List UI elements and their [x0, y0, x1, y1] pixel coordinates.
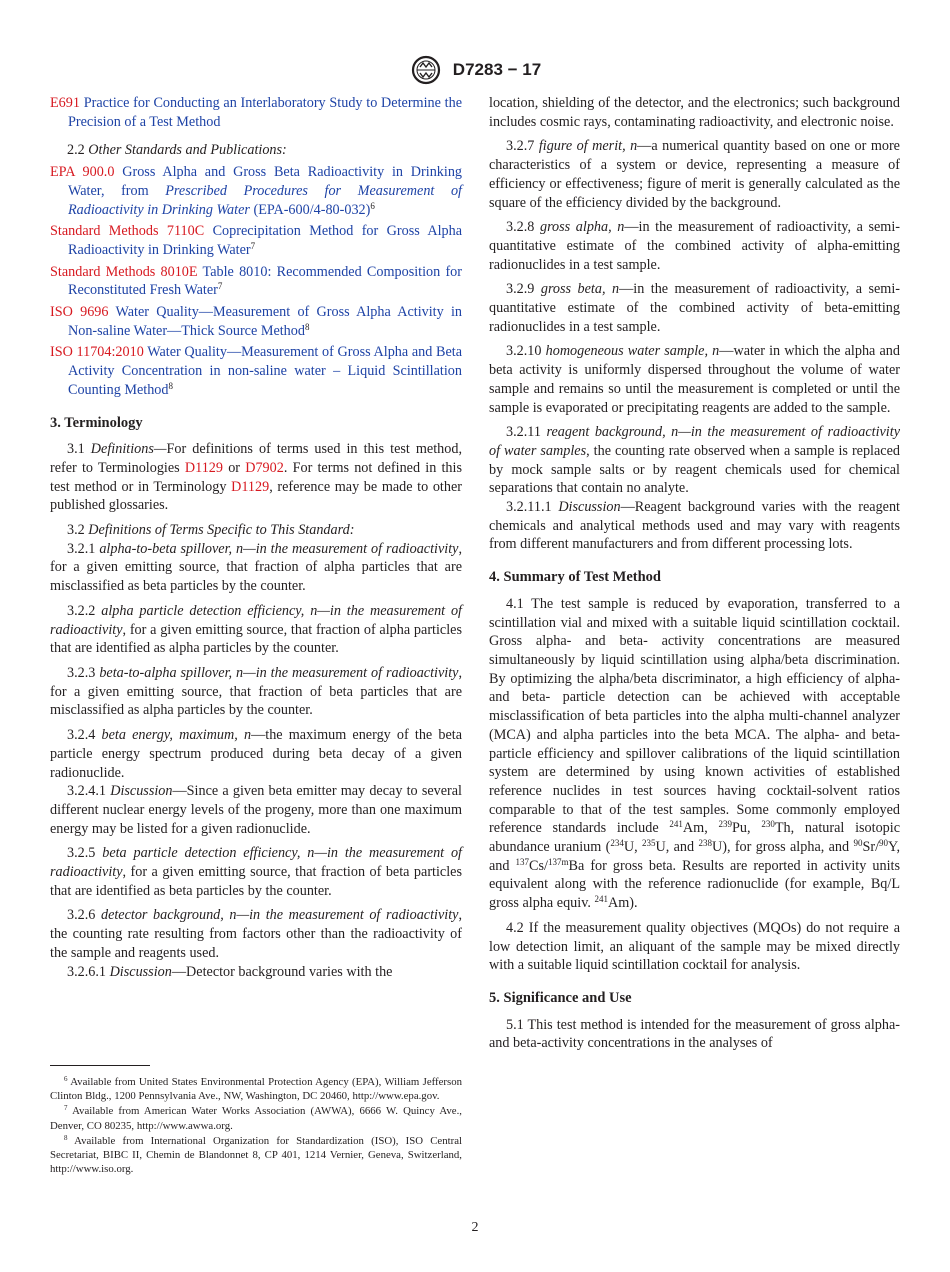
- paragraph-number: 3.2.10: [506, 343, 542, 360]
- standard-link[interactable]: D1129: [231, 478, 270, 495]
- paragraph-term: beta particle detection efficiency, n—in the measurement of radioactivity: [50, 845, 462, 881]
- paragraph-4-1: [489, 595, 900, 913]
- isotope-mass: 137: [515, 856, 530, 867]
- reference-code[interactable]: Standard Methods 8010E: [50, 263, 198, 280]
- paragraph-3-2-6-1-continued: location, shielding of the detector, and the electronics; such background includes cosmic rays, contaminating radioactivity, and electronic noise.: [489, 95, 900, 130]
- paragraph-3-2-11-1: [489, 498, 900, 554]
- footnote-mark[interactable]: 8: [304, 321, 310, 332]
- paragraph-term: beta energy, maximum, n: [101, 727, 252, 744]
- paragraph-term: Discussion: [109, 963, 172, 980]
- isotope-mass: 238: [698, 838, 712, 849]
- paragraph-number: 3.2.6: [67, 907, 96, 924]
- paragraph-4-2: [489, 919, 900, 975]
- section-number: 2.2: [67, 142, 85, 159]
- right-column: [489, 94, 900, 1059]
- isotope-mass: 239: [718, 819, 733, 830]
- paragraph-text: , the counting rate resulting from factors other than the radioactivity of the sample and reagents used.: [50, 907, 463, 961]
- paragraph-text: If the measurement quality objectives (MQOs) do not require a low detection limit, an aliquant of the sample may be mixed directly with a suitable liquid scintillation cocktail for analysis.: [489, 919, 901, 974]
- element-symbol: U), for gross alpha, and: [711, 839, 854, 856]
- paragraph-text: Ba for gross beta. Results are reported in activity units equivalent along with the reference radionuclide (for example, Bq/L gross alpha equiv.: [489, 857, 900, 912]
- document-designation: D7283 − 17: [452, 60, 542, 79]
- reference-code[interactable]: EPA 900.0: [50, 164, 115, 181]
- footnote: [50, 1134, 462, 1177]
- paragraph-text: —Reagent background varies with the reagent chemicals and analytical methods used and may vary with reagents from different manufacturers and from different processing lots.: [489, 499, 900, 553]
- paragraph-3-2: [50, 521, 462, 540]
- element-symbol: Pu,: [732, 820, 762, 837]
- paragraph-number: 3.2.6.1: [67, 963, 107, 980]
- paragraph-3-2-4: [50, 726, 462, 782]
- footnote-mark[interactable]: 7: [217, 281, 223, 292]
- paragraph-text: —a numerical quantity based on one or more characteristics of a system or device, representing a measure of efficiency or effectiveness; figure of merit is generally calculated as the square of the efficiency divided by the background.: [489, 138, 900, 211]
- paragraph-3-2-10: [489, 342, 900, 417]
- reference-code[interactable]: ISO 9696: [50, 304, 109, 321]
- paragraph-number: 3.2.2: [67, 602, 96, 619]
- element-symbol: Y, and: [489, 839, 900, 874]
- footnote: [50, 1075, 462, 1103]
- element-symbol: Th, natural isotopic abundance uranium (: [489, 820, 901, 856]
- section-4-heading: 4. Summary of Test Method: [489, 569, 661, 586]
- footnote-text: Available from United States Environmental Protection Agency (EPA), William Jefferson Clinton Bldg., 1200 Pennsylvania Ave., NW, Washington, DC 20460, http://www.epa.gov.: [50, 1076, 462, 1103]
- paragraph-number: 4.1: [506, 595, 524, 612]
- reference-title[interactable]: Coprecipitation Method for Gross Alpha Radioactivity in Drinking Water: [68, 223, 463, 258]
- reference-e691: [50, 94, 462, 131]
- reference-epa-900: [50, 163, 462, 219]
- footnote-mark[interactable]: 8: [168, 380, 173, 391]
- standard-link[interactable]: D7902: [245, 459, 284, 476]
- paragraph-text: —in the measurement of radioactivity, a semi-quantitative estimate of the combined activity of beta-emitting radionuclides in a test sample.: [489, 281, 900, 335]
- paragraph-term: beta-to-alpha spillover, n—in the measurement of radioactivity: [99, 664, 459, 681]
- paragraph-term: gross alpha, n: [539, 219, 625, 236]
- paragraph-number: 3.2.4: [67, 727, 96, 744]
- element-symbol: Sr/: [862, 839, 880, 856]
- isotope-mass: 235: [642, 838, 656, 849]
- paragraph-number: 3.2: [67, 522, 85, 539]
- paragraph-number: 3.2.3: [67, 664, 96, 681]
- reference-code[interactable]: ISO 11704:2010: [50, 344, 144, 361]
- paragraph-text: , the counting rate observed when a sample is replaced by mock sample salts or by reagent chemicals used for chemical separations that contain no analyte.: [489, 442, 900, 497]
- reference-publication: Prescribed Procedures for Measurement of Radioactivity in Drinking Water: [68, 182, 462, 218]
- paragraph-number: 5.1: [506, 1016, 524, 1033]
- footnote-divider: [50, 1065, 150, 1066]
- paragraph-3-2-8: [489, 218, 900, 274]
- page-number: 2: [471, 1220, 479, 1235]
- paragraph-3-2-6: [50, 906, 462, 962]
- left-column: [50, 94, 462, 981]
- footnote-mark: 7: [64, 1104, 68, 1113]
- paragraph-number: 3.2.7: [506, 138, 535, 155]
- isotope-mass: 90: [879, 838, 889, 849]
- reference-title[interactable]: [68, 164, 462, 217]
- paragraph-term: Discussion: [558, 499, 621, 516]
- paragraph-3-2-6-1: [50, 963, 462, 982]
- paragraph-text: . For terms not defined in this test method or in Terminology: [50, 459, 462, 495]
- paragraph-3-2-4-1: [50, 782, 462, 838]
- reference-iso-11704: [50, 343, 462, 399]
- footnote-mark: 6: [64, 1075, 68, 1083]
- paragraph-number: 3.2.11.1: [506, 499, 552, 516]
- paragraph-text: —water in which the alpha and beta activity is uniformly dispersed throughout the volume of water sample and remains so until the measurement is completed or until the sample is evaporated or precipitating reagents are added to the sample.: [489, 343, 900, 416]
- paragraph-3-2-7: [489, 137, 900, 212]
- isotope-mass: 234: [610, 838, 624, 849]
- astm-logo-icon: [409, 55, 443, 85]
- element-symbol: Am,: [682, 820, 719, 837]
- paragraph-title: Definitions of Terms Specific to This Standard:: [88, 522, 355, 539]
- paragraph-term: detector background, n—in the measurement of radioactivity: [100, 907, 459, 924]
- element-symbol: Cs/: [529, 857, 548, 874]
- paragraph-term: homogeneous water sample, n: [545, 343, 720, 360]
- paragraph-term: alpha particle detection efficiency, n—in the measurement of radioactivity: [50, 602, 462, 638]
- paragraph-text: , for a given emitting source, that fraction of alpha particles that are misclassified as beta particles by the counter.: [50, 540, 462, 595]
- paragraph-text: , reference may be made to other published glossaries.: [50, 478, 462, 514]
- paragraph-3-2-2: [50, 602, 462, 658]
- standard-link[interactable]: D1129: [184, 459, 223, 476]
- paragraph-number: 3.2.1: [67, 540, 96, 557]
- paragraph-3-1: [50, 440, 462, 515]
- reference-title[interactable]: Water Quality—Measurement of Gross Alpha Activity in Non-saline Water—Thick Source Method: [68, 304, 462, 339]
- paragraph-term: Discussion: [110, 783, 173, 800]
- paragraph-text: For definitions of terms used in this test method, refer to Terminologies: [50, 441, 463, 476]
- paragraph-text: This test method is intended for the measurement of gross alpha- and beta-activity concentrations in the analyses of: [489, 1016, 900, 1052]
- paragraph-3-2-1: [50, 540, 462, 596]
- element-symbol: U, and: [655, 839, 699, 856]
- reference-title[interactable]: Table 8010: Recommended Composition for Reconstituted Fresh Water: [68, 263, 462, 299]
- paragraph-text: —Detector background varies with the: [171, 963, 393, 980]
- paragraph-5-1: [489, 1016, 900, 1053]
- paragraph-text: , for a given emitting source, that fraction of beta particles that are misclassified as alpha particles by the counter.: [50, 664, 462, 719]
- element-symbol: U,: [623, 839, 642, 856]
- footnote-text: Available from International Organization for Standardization (ISO), ISO Central Secretariat, BIBC II, Chemin de Blandonnet 8, CP 401, 1214 Vernier, Geneva, Switzerland, http://www.iso.org.: [50, 1134, 462, 1176]
- reference-sm-8010e: [50, 263, 462, 300]
- paragraph-term: gross beta, n: [540, 281, 620, 298]
- paragraph-text: —the maximum energy of the beta particle energy spectrum produced during beta decay of a given radionuclide.: [50, 727, 462, 781]
- footnote: [50, 1104, 462, 1132]
- paragraph-3-2-5: [50, 844, 462, 900]
- paragraph-term: Definitions—: [90, 441, 167, 458]
- isotope-mass: 90: [853, 838, 863, 849]
- paragraph-term: reagent background, n—in the measurement of radioactivity of water samples: [489, 424, 900, 459]
- paragraph-text: , for a given emitting source, that fraction of beta particles that are identified as beta particles by the counter.: [50, 864, 462, 899]
- paragraph-text: or: [223, 459, 246, 476]
- footnote-mark[interactable]: 6: [370, 200, 375, 211]
- section-title: Other Standards and Publications:: [88, 142, 287, 159]
- reference-text: Gross Alpha and Gross Beta Radioactivity in Drinking Water, from: [68, 164, 463, 199]
- footnote-text: Available from American Water Works Association (AWWA), 6666 W. Quincy Ave., Denver, CO 80235, http://www.awwa.org.: [50, 1105, 462, 1132]
- reference-sm-7110c: [50, 222, 462, 259]
- paragraph-number: 4.2: [506, 919, 524, 936]
- paragraph-text: The test sample is reduced by evaporation, transferred to a scintillation vial and mixed with a suitable liquid scintillation cocktail. Gross alpha- and beta- activity concentrations are measured simultaneously by liquid scintillation using alpha/beta discrimination. By optimizing the alpha/beta discriminator, a high efficiency of alpha- and beta- particle detection can be achieved with acceptable misclassification of beta particles into the alpha multi-channel analyzer (MCA) and alpha particles into the beta MCA. The alpha- and beta- particle efficiency and spillover calibrations of the liquid scintillation system are determined by using known activities of established reference nuclides in test sources having cocktail-solvent ratios comparable to that of the test samples. Some commonly employed reference standards include: [489, 595, 900, 837]
- paragraph-term: alpha-to-beta spillover, n—in the measurement of radioactivity: [99, 540, 459, 557]
- paragraph-term: figure of merit, n: [538, 138, 638, 155]
- reference-code[interactable]: E691: [50, 95, 80, 111]
- section-2-2-heading: [50, 141, 462, 160]
- paragraph-3-2-11: [489, 423, 900, 498]
- isotope-mass: 241: [669, 819, 683, 830]
- isotope-mass: 241: [594, 894, 608, 905]
- paragraph-3-2-9: [489, 280, 900, 336]
- section-5-heading: 5. Significance and Use: [489, 989, 632, 1006]
- reference-title[interactable]: Practice for Conducting an Interlaboratory Study to Determine the Precision of a Test Method: [68, 95, 462, 130]
- paragraph-number: 3.2.11: [506, 424, 541, 441]
- reference-title[interactable]: Water Quality—Measurement of Gross Alpha and Beta Activity Concentration in non-saline water – Liquid Scintillation Counting Method: [68, 344, 462, 398]
- paragraph-text: Am).: [607, 895, 638, 912]
- footnote-mark[interactable]: 7: [250, 240, 256, 251]
- footnotes: [50, 1075, 462, 1177]
- paragraph-text: —Since a given beta emitter may decay to several different nuclear energy levels of the progeny, more than one maximum energy may be listed for a given radionuclide.: [50, 783, 462, 837]
- footnote-mark: 8: [64, 1133, 68, 1142]
- section-3-heading: 3. Terminology: [50, 414, 143, 431]
- isotope-mass: 137m: [547, 856, 569, 867]
- reference-iso-9696: [50, 303, 462, 340]
- page-header: [0, 55, 950, 85]
- paragraph-number: 3.2.9: [506, 281, 535, 298]
- paragraph-number: 3.1: [67, 441, 85, 458]
- paragraph-text: , for a given emitting source, that fraction of alpha particles that are identified as alpha particles by the counter.: [50, 621, 462, 657]
- paragraph-3-2-3: [50, 664, 462, 720]
- paragraph-number: 3.2.8: [506, 219, 535, 236]
- paragraph-text: —in the measurement of radioactivity, a semi-quantitative estimate of the combined activity of alpha-emitting radionuclides in a test sample.: [489, 219, 900, 273]
- reference-code[interactable]: Standard Methods 7110C: [50, 223, 205, 240]
- isotope-mass: 230: [761, 819, 775, 830]
- paragraph-number: 3.2.4.1: [67, 783, 107, 800]
- reference-text: (EPA-600/4-80-032): [249, 201, 371, 218]
- paragraph-number: 3.2.5: [67, 845, 96, 862]
